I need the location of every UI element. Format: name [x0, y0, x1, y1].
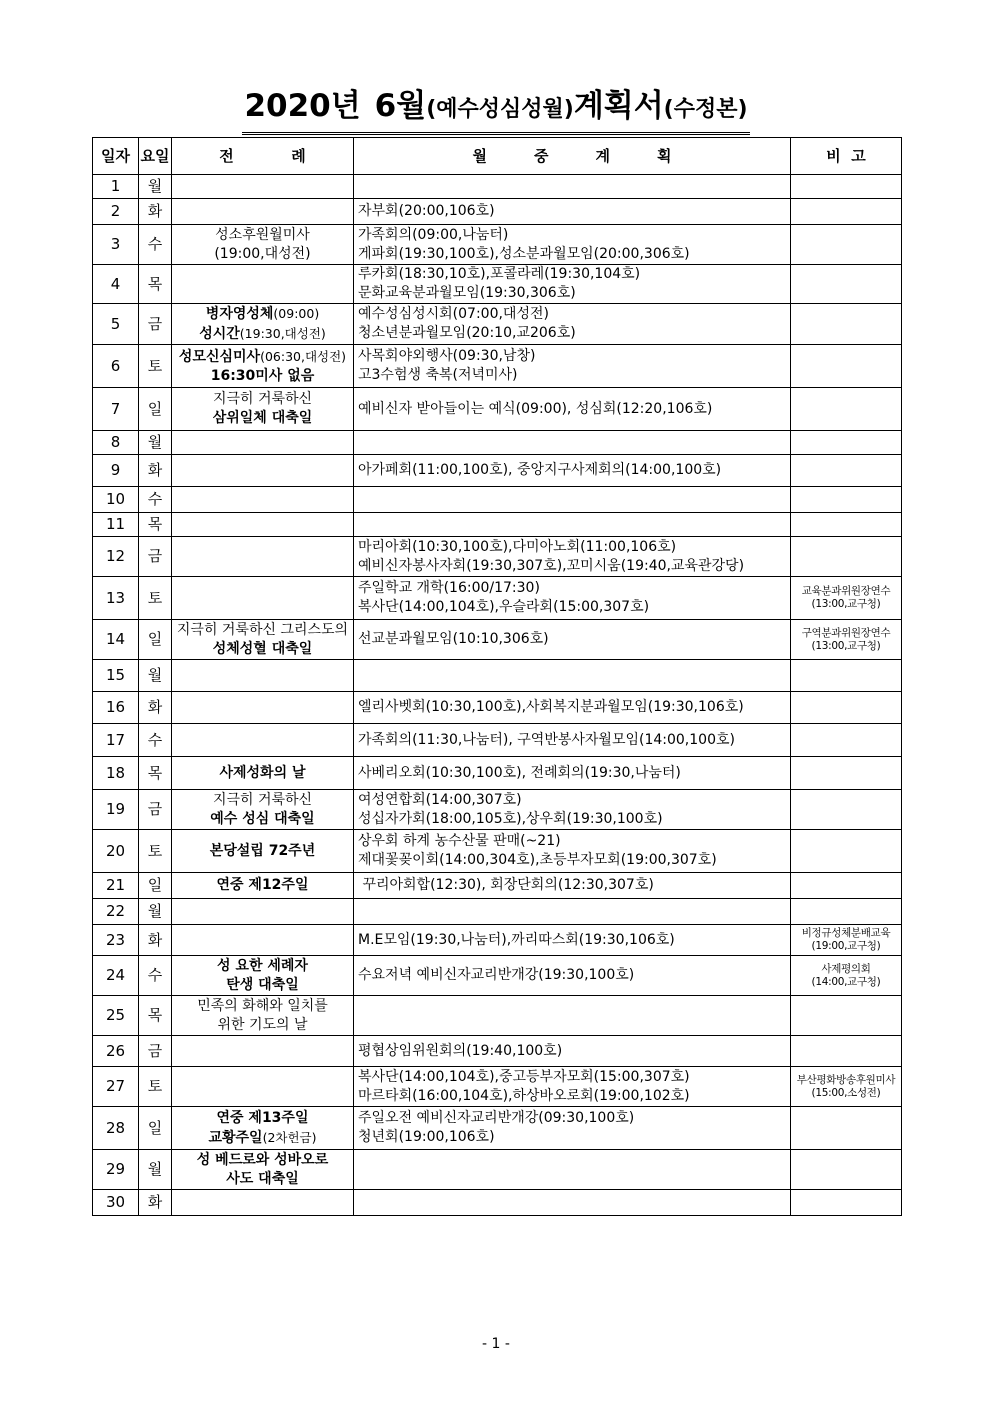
cell-day-of-week: 수 [139, 724, 172, 757]
cell-monthly-plan [354, 724, 791, 757]
liturgy-line [172, 304, 353, 324]
liturgy-line [172, 997, 353, 1016]
liturgy-line [172, 876, 353, 895]
liturgy-line [172, 1151, 353, 1170]
cell-date: 22 [93, 899, 139, 925]
liturgy-line [172, 1016, 353, 1035]
note-line: 구역분과위원장연수 [801, 626, 891, 639]
cell-day-of-week: 목 [139, 996, 172, 1036]
table-row [93, 1107, 902, 1150]
liturgy-normal-text: 지극히 거룩하신 [212, 791, 313, 808]
plan-line: 게파회(19:30,100호),성소분과월모임(20:00,306호) [358, 245, 690, 262]
cell-date: 28 [93, 1107, 139, 1150]
cell-liturgy [172, 577, 354, 620]
cell-note [791, 304, 902, 345]
cell-note [791, 724, 902, 757]
table-row [93, 724, 902, 757]
liturgy-bold-text: 병자영성체 [205, 306, 274, 322]
cell-monthly-plan [354, 388, 791, 431]
liturgy-normal-text: 민족의 화해와 일치를 [197, 997, 328, 1014]
cell-monthly-plan [354, 455, 791, 487]
plan-line: 사베리오회(10:30,100호), 전례회의(19:30,나눔터) [358, 764, 681, 781]
cell-day-of-week: 일 [139, 388, 172, 431]
liturgy-normal-text: 지극히 거룩하신 그리스도의 [176, 621, 349, 638]
table-row [93, 790, 902, 830]
liturgy-line [172, 226, 353, 245]
liturgy-bold-text: 16:30미사 없음 [210, 367, 315, 384]
cell-day-of-week: 월 [139, 175, 172, 199]
cell-liturgy [172, 1150, 354, 1190]
cell-day-of-week: 화 [139, 1190, 172, 1216]
cell-liturgy [172, 899, 354, 925]
cell-monthly-plan [354, 956, 791, 996]
cell-note [791, 692, 902, 724]
cell-monthly-plan [354, 925, 791, 956]
cell-liturgy [172, 1067, 354, 1107]
cell-monthly-plan [354, 175, 791, 199]
table-row [93, 1150, 902, 1190]
cell-day-of-week: 토 [139, 1067, 172, 1107]
plan-line: 주일학교 개학(16:00/17:30) [358, 580, 540, 596]
cell-day-of-week: 월 [139, 431, 172, 455]
liturgy-line [172, 390, 353, 409]
title-month: 6월 [374, 88, 427, 124]
cell-monthly-plan [354, 199, 791, 225]
liturgy-normal-text: (09:00) [273, 306, 320, 321]
cell-date: 1 [93, 175, 139, 199]
liturgy-line [172, 764, 353, 783]
cell-date: 3 [93, 225, 139, 265]
liturgy-bold-text: 삼위일체 대축일 [212, 410, 313, 426]
cell-liturgy [172, 620, 354, 660]
title-main: 계획서 [573, 88, 664, 124]
cell-monthly-plan [354, 431, 791, 455]
cell-day-of-week: 화 [139, 925, 172, 956]
table-row [93, 304, 902, 345]
cell-monthly-plan [354, 757, 791, 790]
plan-line: 예비신자봉사자회(19:30,307호),꼬미시움(19:40,교육관강당) [358, 557, 745, 574]
table-row [93, 956, 902, 996]
plan-line: 청년회(19:00,106호) [358, 1129, 495, 1145]
cell-monthly-plan [354, 996, 791, 1036]
plan-line: 고3수험생 축복(저녁미사) [358, 367, 518, 383]
cell-day-of-week: 토 [139, 830, 172, 873]
cell-date: 17 [93, 724, 139, 757]
cell-date: 16 [93, 692, 139, 724]
cell-note [791, 873, 902, 899]
note-line: 교육분과위원장연수 [801, 585, 891, 597]
cell-day-of-week: 목 [139, 265, 172, 304]
cell-note [791, 620, 902, 660]
table-row [93, 830, 902, 873]
table-row [93, 660, 902, 692]
plan-line: 사목회야외행사(09:30,남창) [358, 348, 536, 364]
plan-line: 예비신자 받아들이는 예식(09:00), 성심회(12:20,106호) [358, 400, 713, 417]
cell-date: 25 [93, 996, 139, 1036]
cell-day-of-week: 수 [139, 487, 172, 513]
cell-note [791, 513, 902, 537]
cell-monthly-plan [354, 537, 791, 577]
cell-day-of-week: 화 [139, 455, 172, 487]
table-row [93, 537, 902, 577]
liturgy-line [172, 347, 353, 367]
liturgy-bold-text: 사제성화의 날 [219, 764, 306, 781]
cell-monthly-plan [354, 345, 791, 388]
cell-day-of-week: 일 [139, 620, 172, 660]
liturgy-bold-text: 성시간 [199, 326, 240, 342]
cell-day-of-week: 금 [139, 304, 172, 345]
cell-note [791, 899, 902, 925]
table-row [93, 388, 902, 431]
schedule-body [93, 175, 902, 1216]
cell-note [791, 431, 902, 455]
cell-liturgy [172, 757, 354, 790]
cell-monthly-plan [354, 304, 791, 345]
plan-line: 자부회(20:00,106호) [358, 203, 495, 219]
liturgy-line [172, 810, 353, 829]
note-line: (14:00,교구청) [811, 975, 881, 988]
cell-liturgy [172, 996, 354, 1036]
note-line: (15:00,소성전) [811, 1086, 881, 1099]
cell-day-of-week: 화 [139, 692, 172, 724]
cell-date: 11 [93, 513, 139, 537]
cell-date: 21 [93, 873, 139, 899]
cell-monthly-plan [354, 225, 791, 265]
cell-day-of-week: 목 [139, 513, 172, 537]
note-line: 사제평의회 [821, 962, 871, 975]
cell-date: 15 [93, 660, 139, 692]
cell-note [791, 537, 902, 577]
cell-monthly-plan [354, 1150, 791, 1190]
plan-line: 루카회(18:30,10호),포콜라레(19:30,104호) [358, 266, 641, 282]
table-row [93, 692, 902, 724]
liturgy-line [172, 409, 353, 428]
note-line: (13:00,교구청) [811, 639, 881, 652]
cell-date: 9 [93, 455, 139, 487]
cell-liturgy [172, 660, 354, 692]
plan-line: 아가페회(11:00,100호), 중앙지구사제회의(14:00,100호) [358, 462, 722, 478]
liturgy-line [172, 791, 353, 810]
cell-date: 26 [93, 1036, 139, 1067]
cell-day-of-week: 토 [139, 577, 172, 620]
cell-monthly-plan [354, 899, 791, 925]
cell-day-of-week: 금 [139, 537, 172, 577]
liturgy-bold-text: 성체성혈 대축일 [212, 640, 313, 657]
cell-note [791, 487, 902, 513]
liturgy-bold-text: 성 베드로와 성바오로 [196, 1151, 329, 1168]
liturgy-line [172, 367, 353, 386]
cell-date: 23 [93, 925, 139, 956]
plan-line: 꾸리아회합(12:30), 회장단회의(12:30,307호) [358, 877, 654, 893]
cell-date: 8 [93, 431, 139, 455]
cell-day-of-week: 일 [139, 1107, 172, 1150]
plan-line: M.E모임(19:30,나눔터),까리따스회(19:30,106호) [358, 931, 675, 948]
table-row [93, 620, 902, 660]
note-line: (13:00,교구청) [811, 598, 881, 610]
plan-line: 복사단(14:00,104호),중고등부자모회(15:00,307호) [358, 1068, 690, 1085]
cell-date: 10 [93, 487, 139, 513]
note-line: 비정규성체분배교육 [801, 927, 891, 939]
cell-liturgy [172, 1107, 354, 1150]
table-row [93, 513, 902, 537]
table-row [93, 199, 902, 225]
cell-liturgy [172, 537, 354, 577]
cell-day-of-week: 월 [139, 1150, 172, 1190]
cell-monthly-plan [354, 577, 791, 620]
table-row [93, 1036, 902, 1067]
cell-date: 5 [93, 304, 139, 345]
cell-liturgy [172, 513, 354, 537]
table-row [93, 996, 902, 1036]
cell-monthly-plan [354, 1067, 791, 1107]
table-row [93, 899, 902, 925]
cell-date: 24 [93, 956, 139, 996]
cell-liturgy [172, 830, 354, 873]
table-row [93, 431, 902, 455]
cell-liturgy [172, 692, 354, 724]
cell-liturgy [172, 175, 354, 199]
schedule-table [92, 137, 902, 1216]
cell-day-of-week: 월 [139, 660, 172, 692]
header-plan: 월 중 계 획 [354, 138, 791, 175]
liturgy-normal-text: (19:30,대성전) [239, 326, 326, 341]
liturgy-line [172, 245, 353, 264]
cell-note [791, 1190, 902, 1216]
plan-line: 여성연합회(14:00,307호) [358, 791, 522, 808]
cell-liturgy [172, 455, 354, 487]
page-title [0, 86, 992, 135]
cell-monthly-plan [354, 265, 791, 304]
liturgy-line [172, 621, 353, 640]
liturgy-line [172, 640, 353, 659]
plan-line: 마르타회(16:00,104호),하상바오로회(19:00,102호) [358, 1087, 690, 1104]
liturgy-normal-text: 지극히 거룩하신 [212, 391, 313, 407]
plan-line: 복사단(14:00,104호),우슬라회(15:00,307호) [358, 599, 650, 615]
cell-day-of-week: 금 [139, 1036, 172, 1067]
cell-note [791, 757, 902, 790]
cell-date: 27 [93, 1067, 139, 1107]
table-row [93, 757, 902, 790]
header-note: 비 고 [791, 138, 902, 175]
plan-line: 문화교육분과월모임(19:30,306호) [358, 285, 576, 301]
note-line: (19:00,교구청) [811, 940, 881, 952]
liturgy-bold-text: 예수 성심 대축일 [210, 810, 315, 827]
cell-liturgy [172, 265, 354, 304]
cell-day-of-week: 월 [139, 899, 172, 925]
cell-monthly-plan [354, 1190, 791, 1216]
plan-line: 가족회의(11:30,나눔터), 구역반봉사자월모임(14:00,100호) [358, 731, 735, 748]
cell-date: 4 [93, 265, 139, 304]
cell-liturgy [172, 388, 354, 431]
cell-date: 19 [93, 790, 139, 830]
cell-liturgy [172, 345, 354, 388]
page-number: - 1 - [482, 1336, 510, 1352]
cell-date: 30 [93, 1190, 139, 1216]
liturgy-bold-text: 성모신심미사 [178, 348, 261, 365]
cell-monthly-plan [354, 620, 791, 660]
cell-monthly-plan [354, 790, 791, 830]
cell-note [791, 225, 902, 265]
cell-date: 18 [93, 757, 139, 790]
liturgy-normal-text: (06:30,대성전) [260, 348, 347, 364]
cell-liturgy [172, 790, 354, 830]
cell-liturgy [172, 1036, 354, 1067]
cell-liturgy [172, 199, 354, 225]
cell-note [791, 1067, 902, 1107]
liturgy-bold-text: 성 요한 세례자 [217, 957, 308, 974]
header-row [93, 138, 902, 175]
liturgy-line [172, 976, 353, 995]
cell-note [791, 175, 902, 199]
cell-date: 2 [93, 199, 139, 225]
header-date: 일자 [93, 138, 139, 175]
cell-monthly-plan [354, 1036, 791, 1067]
cell-monthly-plan [354, 830, 791, 873]
table-row [93, 577, 902, 620]
header-liturgy: 전 례 [172, 138, 354, 175]
plan-line: 제대꽃꽂이회(14:00,304호),초등부자모회(19:00,307호) [358, 852, 717, 868]
cell-liturgy [172, 925, 354, 956]
cell-monthly-plan [354, 487, 791, 513]
plan-line: 성십자가회(18:00,105호),상우회(19:30,100호) [358, 810, 663, 827]
liturgy-line [172, 1128, 353, 1148]
liturgy-line [172, 842, 353, 861]
cell-note [791, 577, 902, 620]
header-dow: 요일 [139, 138, 172, 175]
liturgy-normal-text: 성소후원월미사 [215, 226, 310, 243]
table-row [93, 225, 902, 265]
liturgy-line [172, 324, 353, 344]
table-row [93, 1190, 902, 1216]
liturgy-normal-text: (2차헌금) [262, 1129, 317, 1145]
cell-liturgy [172, 225, 354, 265]
plan-line: 마리아회(10:30,100호),다미아노회(11:00,106호) [358, 538, 677, 555]
table-row [93, 455, 902, 487]
cell-note [791, 1150, 902, 1190]
cell-date: 29 [93, 1150, 139, 1190]
cell-liturgy [172, 724, 354, 757]
title-year: 2020년 [244, 88, 361, 124]
cell-monthly-plan [354, 660, 791, 692]
plan-line: 예수성심성시회(07:00,대성전) [358, 306, 549, 322]
plan-line: 상우회 하계 농수산물 판매(~21) [358, 833, 561, 849]
table-row [93, 345, 902, 388]
cell-monthly-plan [354, 513, 791, 537]
cell-liturgy [172, 1190, 354, 1216]
cell-day-of-week: 토 [139, 345, 172, 388]
cell-liturgy [172, 956, 354, 996]
plan-line: 선교분과월모임(10:10,306호) [358, 631, 549, 647]
plan-line: 주일오전 예비신자교리반개강(09:30,100호) [358, 1110, 635, 1126]
cell-monthly-plan [354, 873, 791, 899]
cell-date: 6 [93, 345, 139, 388]
table-row [93, 265, 902, 304]
cell-liturgy [172, 873, 354, 899]
cell-monthly-plan [354, 1107, 791, 1150]
liturgy-line [172, 1170, 353, 1189]
cell-note [791, 925, 902, 956]
table-row [93, 1067, 902, 1107]
cell-day-of-week: 수 [139, 956, 172, 996]
cell-date: 12 [93, 537, 139, 577]
cell-day-of-week: 일 [139, 873, 172, 899]
cell-day-of-week: 수 [139, 225, 172, 265]
cell-note [791, 455, 902, 487]
table-row [93, 175, 902, 199]
liturgy-bold-text: 본당설립 72주년 [209, 842, 316, 859]
table-row [93, 487, 902, 513]
liturgy-normal-text: (19:00,대성전) [214, 245, 311, 262]
cell-date: 14 [93, 620, 139, 660]
title-text [242, 86, 749, 135]
plan-line: 엘리사벳회(10:30,100호),사회복지분과월모임(19:30,106호) [358, 699, 744, 715]
liturgy-bold-text: 연중 제12주일 [216, 877, 309, 893]
cell-note [791, 956, 902, 996]
cell-day-of-week: 금 [139, 790, 172, 830]
cell-note [791, 388, 902, 431]
liturgy-line [172, 1109, 353, 1128]
cell-date: 13 [93, 577, 139, 620]
cell-note [791, 265, 902, 304]
cell-monthly-plan [354, 692, 791, 724]
liturgy-bold-text: 탄생 대축일 [226, 976, 299, 993]
cell-liturgy [172, 487, 354, 513]
cell-day-of-week: 목 [139, 757, 172, 790]
cell-note [791, 1036, 902, 1067]
cell-date: 20 [93, 830, 139, 873]
liturgy-bold-text: 교황주일 [208, 1129, 263, 1146]
cell-date: 7 [93, 388, 139, 431]
cell-day-of-week: 화 [139, 199, 172, 225]
plan-line: 청소년분과월모임(20:10,교206호) [358, 325, 576, 341]
liturgy-normal-text: 위한 기도의 날 [217, 1016, 308, 1033]
title-subtitle: (예수성심성월) [426, 97, 574, 122]
cell-note [791, 830, 902, 873]
liturgy-bold-text: 연중 제13주일 [216, 1109, 309, 1126]
cell-note [791, 345, 902, 388]
plan-line: 가족회의(09:00,나눔터) [358, 226, 509, 243]
note-line: 부산평화방송후원미사 [796, 1073, 896, 1086]
cell-liturgy [172, 304, 354, 345]
title-suffix: (수정본) [663, 97, 748, 122]
cell-note [791, 199, 902, 225]
plan-line: 평협상임위원회의(19:40,100호) [358, 1042, 563, 1059]
table-row [93, 925, 902, 956]
cell-liturgy [172, 431, 354, 455]
cell-note [791, 790, 902, 830]
liturgy-line [172, 957, 353, 976]
plan-line: 수요저녁 예비신자교리반개강(19:30,100호) [358, 967, 635, 983]
cell-note [791, 1107, 902, 1150]
liturgy-bold-text: 사도 대축일 [226, 1170, 299, 1187]
table-row [93, 873, 902, 899]
cell-note [791, 996, 902, 1036]
cell-note [791, 660, 902, 692]
